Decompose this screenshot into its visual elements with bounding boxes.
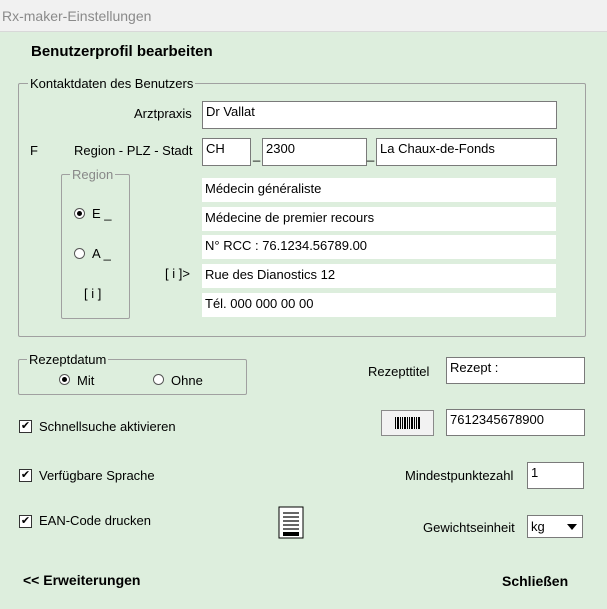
address-line-2[interactable]: Médecine de premier recours (202, 207, 556, 231)
region-e-radio[interactable] (74, 208, 85, 219)
address-line-3[interactable]: N° RCC : 76.1234.56789.00 (202, 235, 556, 259)
barcode-icon (382, 411, 433, 435)
gewicht-select[interactable] (527, 515, 583, 538)
contact-group-legend: Kontaktdaten des Benutzers (30, 76, 194, 91)
ean-checkbox[interactable]: ✔ (20, 515, 31, 527)
plz-city-separator: _ (367, 147, 375, 162)
ean-label: EAN-Code drucken (39, 513, 151, 528)
side-letter-label: F (30, 143, 38, 158)
mindestpunktezahl-input[interactable]: 1 (527, 462, 584, 489)
barcode-button[interactable] (381, 410, 434, 436)
schnellsuche-label: Schnellsuche aktivieren (39, 419, 176, 434)
print-document-icon[interactable] (278, 506, 304, 539)
erweiterungen-button[interactable]: << Erweiterungen (23, 572, 141, 588)
rezeptdatum-ohne-label: Ohne (171, 373, 203, 388)
rezeptdatum-mit-radio[interactable] (59, 374, 70, 385)
region-plz-separator: _ (253, 147, 261, 162)
schnellsuche-checkbox[interactable]: ✔ (20, 420, 31, 432)
chevron-down-icon (567, 524, 577, 530)
region-a-radio[interactable] (74, 248, 85, 259)
rezeptdatum-mit-label: Mit (77, 373, 95, 388)
title-bar (0, 0, 607, 32)
gewicht-label: Gewichtseinheit (423, 520, 515, 535)
barcode-input[interactable]: 7612345678900 (446, 409, 585, 436)
arztpraxis-label: Arztpraxis (134, 106, 192, 121)
page-title: Benutzerprofil bearbeiten (31, 43, 213, 60)
city-input[interactable]: La Chaux-de-Fonds (376, 138, 557, 166)
region-a-label: A _ (92, 246, 111, 261)
region-plz-city-label: Region - PLZ - Stadt (74, 143, 193, 158)
region-group-legend: Region (72, 167, 114, 182)
sprache-checkbox[interactable]: ✔ (20, 469, 31, 481)
rezepttitel-label: Rezepttitel (368, 364, 430, 379)
rezeptdatum-ohne-radio[interactable] (153, 374, 164, 385)
rezeptdatum-legend: Rezeptdatum (29, 352, 107, 367)
arztpraxis-input[interactable]: Dr Vallat (202, 101, 557, 129)
rezepttitel-input[interactable]: Rezept : (446, 357, 585, 384)
address-line-5[interactable]: Tél. 000 000 00 00 (202, 293, 556, 317)
schliessen-button[interactable]: Schließen (502, 573, 569, 589)
sprache-label: Verfügbare Sprache (39, 468, 155, 483)
address-line-1[interactable]: Médecin généraliste (202, 178, 556, 202)
region-info-button[interactable]: [ i ] (84, 286, 102, 301)
address-info-button[interactable]: [ i ]> (165, 266, 190, 281)
plz-input[interactable]: 2300 (262, 138, 367, 166)
window-title: Rx-maker-Einstellungen (2, 8, 152, 24)
address-line-4[interactable]: Rue des Dianostics 12 (202, 264, 556, 288)
mindestpunktezahl-label: Mindestpunktezahl (405, 468, 514, 483)
region-input[interactable]: CH (202, 138, 251, 166)
gewicht-select-value: kg (531, 519, 545, 534)
region-e-label: E _ (92, 206, 112, 221)
